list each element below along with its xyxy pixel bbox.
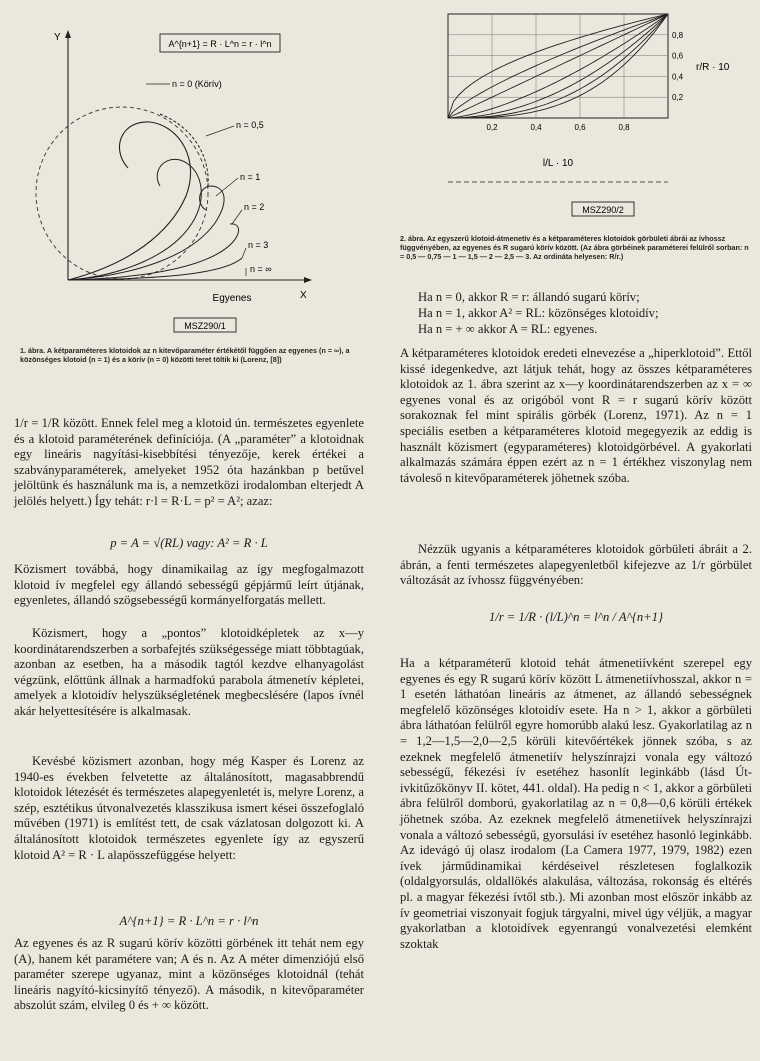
x-axis-arrow-icon: [304, 277, 312, 283]
figure-2-code: MSZ290/2: [582, 205, 624, 215]
curve-guide: [160, 114, 208, 186]
left-paragraph-5: Az egyenes és az R sugarú körív közötti görbének itt tehát nem egy (A), hanem két paramétere van; A és n. Az A méter dimenziójú első paraméter szerepe ugyanaz, mint a közönséges klotoidnál (tehát lineáris nagyító-kicsinyítő tényező). A második, n kitevőparaméter abszolút szám, elvileg 0 és + ∞ között.: [14, 936, 364, 1013]
figure-1-caption: 1. ábra. A kétparaméteres klotoidok az n kitevőparaméter értékétől függően az egyenes (n = ∞), a közönséges klotoid (n = 1) és a körív (n = 0) közötti teret töltik ki (Lorenz, [8]): [20, 346, 350, 364]
y-tick-label: 0,6: [672, 51, 684, 61]
series-line-2: [448, 14, 668, 118]
plot-ticks: [486, 31, 683, 132]
label-ninf: n = ∞: [250, 264, 272, 274]
curve-circle-n0: [36, 107, 208, 279]
left-paragraph-1: 1/r = 1/R között. Ennek felel meg a klotoid ún. természetes egyenlete és a klotoid paraméterének definíciója. (A „paraméter” a klotoidnak egy lineáris nagyítási-kisebbítési tényezője, kerek értékei a szabványparaméterek, amelyeket 1952 óta hazánkban p betűvel jelöltünk és használunk ma is, a nemzetközi irodalomban elterjedt A jelölés helyett.) Így tehát: r·l = R·L = p² = A²; azaz:: [14, 416, 364, 508]
x-tick-label: 0,6: [574, 123, 586, 132]
right-equation: 1/r = 1/R · (l/L)^n = l^n / A^{n+1}: [488, 610, 664, 624]
left-equation-1: p = A = √(RL) vagy: A² = R · L: [110, 536, 268, 550]
left-equation-2: A^{n+1} = R · L^n = r · l^n: [119, 914, 259, 928]
right-paragraph-3: Ha a kétparaméterű klotoid tehát átmenetiívként szerepel egy egyenes és egy R sugarú körív között L átmenetiívhosszal, akkor n = 1 esetén láthatóan lineáris az átmenet, az állandó sebességnek megfelelő közönséges klotoidív esete. Ha n > 1, akkor a görbületi ábra láthatóan felülről egyre homorúbb alakú lesz. Gyakorlatilag az n = 1,2—1,5—2,0—2,5 körüli kitevőértékek jönnek szóba, s az ezeknek megfelelő átmenetiív helyszínrajzi vonala egy változó sebességű, fékezési ív esetéhez hasonlít leginkább (lásd Út-ivkitűzőkönyv II. kötet, 441. oldal). Ha pedig n < 1, akkor a görbületi ábra felülről domború, gyakorlatilag az n = 0,8—0,6 körüli értékek jöhetnek szóba. Az ezeknek megfelelő átmenetiívek helyszínrajzi vonala a változó sebességű, gyorsulási ív esetéhez hasonló leginkább. Az idevágó új olasz irodalom (La Camera 1977, 1979, 1982) ezen ívek járműdinamikai kérdéseivel részletesen foglalkozik (oldalgyorsulás, oldallökés alakulása, változása, rokonság és eltérés pl. a magyar fékezési ívtől stb.). Mi azonban most először inkább az ív geometriai viszonyait fogjuk tárgyalni, mivel úgy véljük, a magyar gyakorlatban a klotoidívek egyenrangú vonalvezetési elemként szoktak: [400, 656, 752, 951]
leader-n3: [242, 248, 246, 258]
y-tick-label: 0,2: [672, 93, 684, 103]
leader-n1: [216, 178, 238, 196]
label-n1: n = 1: [240, 172, 261, 182]
formula-text: A^{n+1} = R · L^n = r · l^n: [168, 39, 272, 49]
figure-1-diagram: [10, 18, 360, 336]
label-n0: n = 0 (Körív): [172, 79, 222, 89]
case-n1: Ha n = 1, akkor A² = RL: közönséges klotoidív;: [418, 306, 659, 320]
x-tick-label: 0,2: [486, 123, 498, 132]
case-ninf: Ha n = + ∞ akkor A = RL: egyenes.: [418, 322, 598, 336]
ratio-bottom: l/L · 10: [542, 158, 574, 169]
case-n0: Ha n = 0, akkor R = r: állandó sugarú körív;: [418, 290, 640, 304]
right-paragraph-2: Nézzük ugyanis a kétparaméteres klotoidok görbületi ábráit a 2. ábrán, a fenti természetes alapegyenletből kifejezve az 1/r görbület változását az ívhossz függvényében:: [400, 542, 752, 588]
label-straight: Egyenes: [212, 293, 252, 304]
figure-2-caption: 2. ábra. Az egyszerű klotoid-átmenetív és a kétparaméteres klotoidok görbületi ábrái az ívhossz függvényében, az egyenes és R sugarú körív között. (Az ábra görbéinek paraméterei felülről sorban: n = 0,5 — 0,75 — 1 — 1,5 — 2 — 2,5 — 3. Az ordináta helyesen: R/r.): [400, 234, 749, 261]
y-axis-arrow-icon: [65, 30, 71, 38]
curve-n05: [68, 159, 201, 280]
y-axis-label: Y: [54, 32, 61, 43]
leader-n05: [206, 126, 234, 136]
label-n05: n = 0,5: [236, 120, 264, 130]
left-paragraph-4: Kevésbé közismert azonban, hogy még Kasper és Lorenz az 1940-es években felvetette az általánosított, magasabbrendű klotoidok létezését és természetes alapegyenletét is, melyre Lorenz, a szép, esztétikus útvonalvezetés klasszikusa ismert kései összefoglaló művében (1971) is említést tett, de csak vázlatosan dolgozott ki. A általánosított klotoidok természetes egyenlete így az egyszerű klotoid A² = R · L alapösszefüggése helyett:: [14, 754, 364, 862]
x-tick-label: 0,8: [618, 123, 630, 132]
figure-1-code: MSZ290/1: [184, 321, 226, 331]
left-paragraph-3: Közismert, hogy a „pontos” klotoidképletek az x—y koordinátarendszerben a sorbafejtés szükségessége miatt többtagúak, azonban az esetben, ha a második tagtól kezdve elhanyagolást végzünk, előttünk állnak a harmadfokú parabola átmenetív képletei, amelyek a klotoidív helyszükségletének megbecslésére (lapos ívnél akár helyettesítésére is alkalmasak.: [14, 626, 364, 718]
x-tick-label: 0,4: [530, 123, 542, 132]
y-tick-label: 0,8: [672, 30, 684, 40]
leader-n2: [232, 210, 242, 224]
ratio-right: r/R · 10: [696, 62, 730, 73]
right-paragraph-1: A kétparaméteres klotoidok eredeti elnevezése a „hiperklotoid”. Ettől kissé idegenkedve, azt látjuk tehát, hogy az összes kétparaméteres klotoidok az 1. ábra szerint az x—y koordinátarendszerben az x = ∞ egyenes vonal és az origóból vont R = r sugarú körív között sorakoznak fel mint spirális görbék (Lorenz, 1971). Az n = 1 speciális esetben a kétparaméteres klotoid megegyezik az eddig is használt közismert (egyparaméteres) klotoidgörbével. A gyakorlati alkalmazás számára éppen ezért az n = 1 értékhez viszonylag nem távoleső n kitevőparaméterek jöhetnek szóba.: [400, 346, 752, 485]
figure-2-chart: [420, 0, 754, 232]
label-n2: n = 2: [244, 202, 265, 212]
label-n3: n = 3: [248, 240, 269, 250]
left-paragraph-2: Közismert továbbá, hogy dinamikailag az így megfogalmazott klotoid ív megfelel egy állandó sebességű gépjármű leírt útjának, egyenletes, állandó szögsebességű kormányelforgatás mellett.: [14, 562, 364, 608]
y-tick-label: 0,4: [672, 72, 684, 82]
x-axis-label: X: [300, 290, 307, 301]
plot-series: [448, 14, 668, 118]
